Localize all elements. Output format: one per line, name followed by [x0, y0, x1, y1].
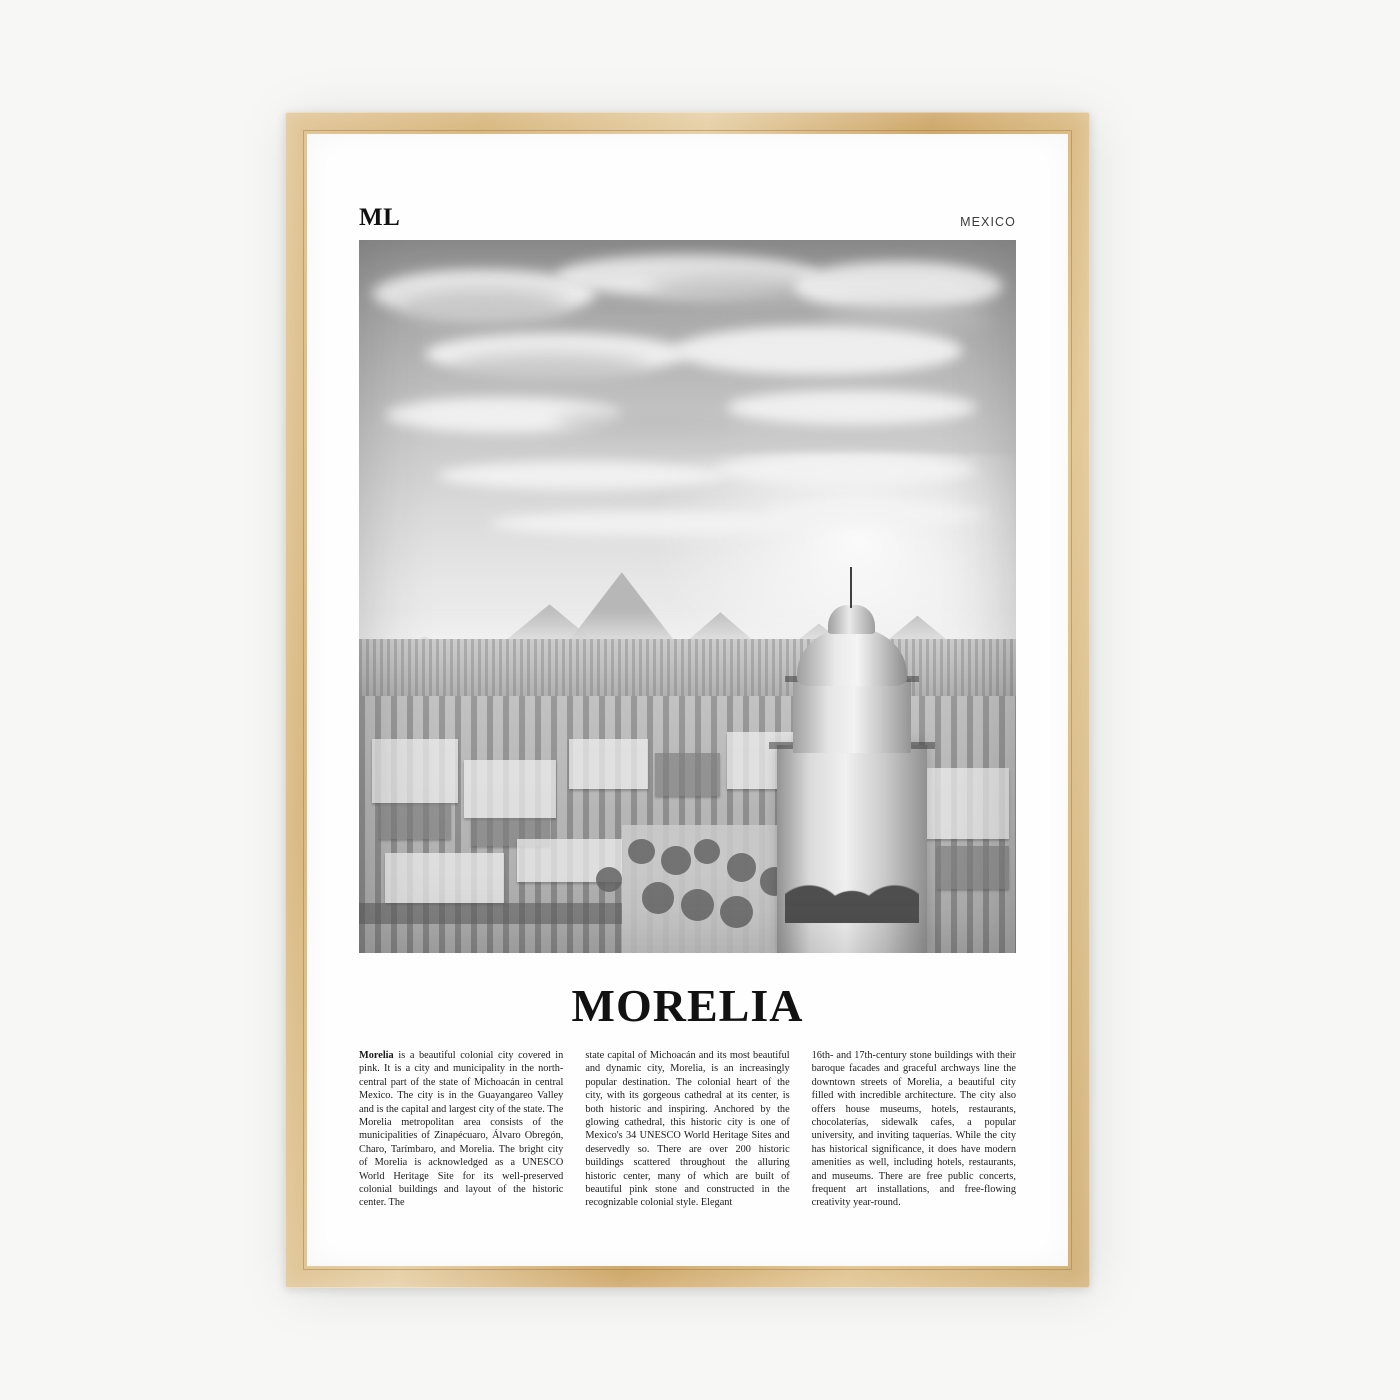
building: [379, 803, 451, 839]
poster-paper: [307, 134, 1068, 1266]
poster-content: [359, 204, 1016, 1210]
page-title: MORELIA: [571, 980, 804, 1031]
tower-drum: [793, 679, 911, 753]
poster-code: ML: [359, 204, 401, 231]
description-columns: [359, 1049, 1016, 1210]
poster-country-label: MEXICO: [960, 214, 1016, 229]
poster-photograph: [359, 240, 1016, 953]
building: [655, 753, 721, 796]
street: [359, 903, 622, 924]
tree: [661, 846, 691, 875]
building: [464, 760, 556, 817]
building: [372, 739, 457, 803]
building: [385, 853, 503, 903]
tree: [694, 839, 720, 864]
tree: [596, 867, 622, 892]
poster-header: [359, 204, 1016, 230]
building: [569, 739, 648, 789]
cathedral-tower: [753, 582, 950, 953]
tree: [727, 853, 757, 882]
tree: [720, 896, 753, 928]
description-column-3: 16th- and 17th-century stone buildings with their baroque facades and graceful archways line the downtown streets of Morelia, a beautiful city filled with incredible architecture. The city also offers house museums, hotels, restaurants, chocolaterías, sidewalk cafes, a popular university, and inviting taquerías. While the city has historical significance, it does have modern amenities as well, including hotels, restaurants, and museums. There are free public concerts, frequent art installations, and free-flowing creativity year-round.: [811, 1050, 1016, 1209]
tower-spire: [850, 567, 852, 608]
tower-lantern: [828, 605, 875, 635]
description-column-1: Morelia is a beautiful colonial city covered in pink. It is a city and municipality in the north-central part of the state of Michoacán in central Mexico. The city is in the Guayangareo Valley and is the capital and largest city of the state. The Morelia metropolitan area consists of the municipalities of Zinapécuaro, Álvaro Obregón, Charo, Tarímbaro, and Morelia. The bright city of Morelia is acknowledged as a UNESCO World Heritage Site for its well-preserved colonial buildings and layout of the historic center. The: [359, 1050, 564, 1209]
description-column-2: state capital of Michoacán and its most beautiful and dynamic city, Morelia, is an increasingly popular destination. The colonial heart of the city, with its gorgeous cathedral at its center, is both historic and inspiring. Anchored by the glowing cathedral, this historic city is one of Mexico's 34 UNESCO World Heritage Sites and deservedly so. There are over 200 historic buildings scattered throughout the alluring historic center, many of which are built of beautiful pink stone and constructed in the recognizable colonial style. Elegant: [585, 1050, 790, 1209]
tower-dome: [797, 627, 907, 686]
tree: [642, 882, 675, 914]
tree: [628, 839, 654, 864]
tree: [681, 889, 714, 921]
tower-arches: [785, 797, 919, 923]
